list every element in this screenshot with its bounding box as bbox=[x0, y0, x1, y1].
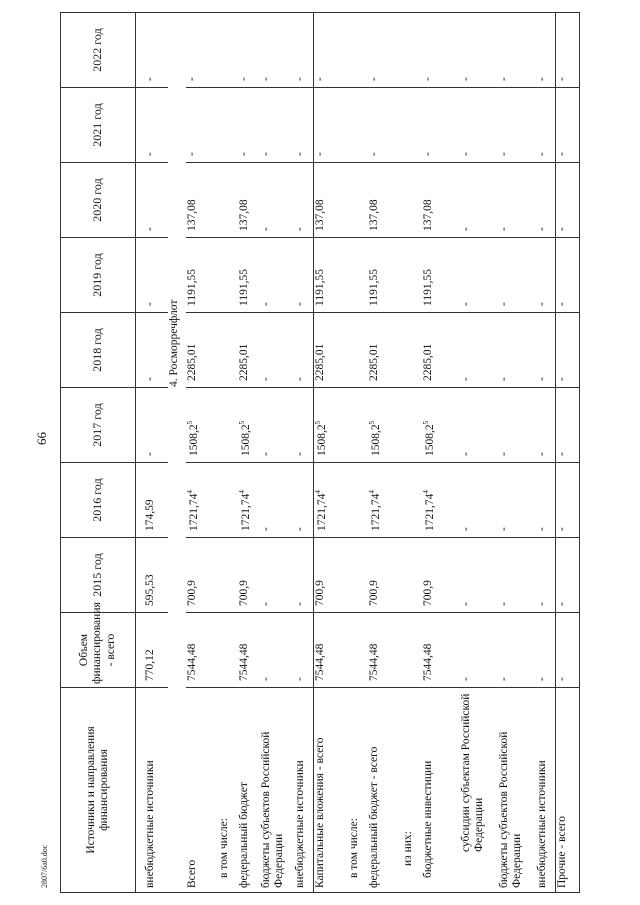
table-header-row bbox=[61, 13, 136, 893]
cell-2022: - bbox=[136, 13, 168, 88]
cell-2017: 1508,2$^5$ bbox=[314, 388, 348, 463]
cell-2018: 2285,01 bbox=[186, 313, 218, 388]
cell-2022: - bbox=[498, 13, 536, 88]
cell-2015: 700,9 bbox=[422, 538, 460, 613]
cell-2021: - bbox=[294, 88, 314, 163]
table-row bbox=[238, 13, 260, 893]
cell-2021: - bbox=[136, 88, 168, 163]
cell-2019: 1191,55 bbox=[186, 238, 218, 313]
cell-2022: - bbox=[460, 13, 498, 88]
cell-2017: - bbox=[294, 388, 314, 463]
cell-2016: - bbox=[536, 463, 556, 538]
table-row bbox=[260, 13, 294, 893]
cell-2021: - bbox=[536, 88, 556, 163]
cell-total: - bbox=[294, 613, 314, 688]
cell-2016: - bbox=[294, 463, 314, 538]
cell-2016: - bbox=[260, 463, 294, 538]
row-label: в том числе: bbox=[348, 688, 368, 893]
cell-2018: 2285,01 bbox=[314, 313, 348, 388]
cell-2020: 137,08 bbox=[238, 163, 260, 238]
cell-2017: 1508,2$^5$ bbox=[422, 388, 460, 463]
table-row bbox=[556, 13, 580, 893]
cell-2015: - bbox=[294, 538, 314, 613]
section-heading: 4. Росморречфлот bbox=[168, 13, 186, 893]
cell-2015: - bbox=[536, 538, 556, 613]
cell-2021: - bbox=[238, 88, 260, 163]
cell-total: - bbox=[460, 613, 498, 688]
row-label: бюджетные инвестиции bbox=[422, 688, 460, 893]
cell-2017: 1508,2$^5$ bbox=[186, 388, 218, 463]
cell-2015: 700,9 bbox=[314, 538, 348, 613]
cell-2020: - bbox=[536, 163, 556, 238]
cell-2020: 137,08 bbox=[314, 163, 348, 238]
row-label: Капитальные вложения - всего bbox=[314, 688, 348, 893]
row-label: федеральный бюджет bbox=[238, 688, 260, 893]
cell-2016: 1721,74$^4$ bbox=[422, 463, 460, 538]
cell-2019: - bbox=[294, 238, 314, 313]
cell-2017: 1508,2$^5$ bbox=[368, 388, 402, 463]
cell-2022: - bbox=[260, 13, 294, 88]
header-year-2016: 2016 год bbox=[61, 463, 136, 538]
document-footer: 2807/6a0.doc bbox=[40, 844, 49, 888]
row-label: внебюджетные источники bbox=[294, 688, 314, 893]
cell-2018: - bbox=[136, 313, 168, 388]
cell-2021: - bbox=[186, 88, 218, 163]
cell-2015: 700,9 bbox=[186, 538, 218, 613]
cell-total: - bbox=[498, 613, 536, 688]
page-number: 66 bbox=[34, 432, 49, 445]
cell-2021: - bbox=[422, 88, 460, 163]
row-label: внебюджетные источники bbox=[136, 688, 168, 893]
table-row bbox=[368, 13, 402, 893]
rotated-financing-table-sheet bbox=[60, 13, 568, 893]
cell-2021: - bbox=[314, 88, 348, 163]
table-row bbox=[402, 13, 422, 893]
cell-2021: - bbox=[498, 88, 536, 163]
row-label: из них: bbox=[402, 688, 422, 893]
table-row bbox=[348, 13, 368, 893]
cell-2018: - bbox=[260, 313, 294, 388]
table-row bbox=[294, 13, 314, 893]
header-year-2017: 2017 год bbox=[61, 388, 136, 463]
cell-2017: - bbox=[136, 388, 168, 463]
cell-2020: 137,08 bbox=[368, 163, 402, 238]
cell-2015: 700,9 bbox=[368, 538, 402, 613]
header-year-2020: 2020 год bbox=[61, 163, 136, 238]
cell-2019: - bbox=[136, 238, 168, 313]
cell-2021: - bbox=[368, 88, 402, 163]
cell-2019: 1191,55 bbox=[368, 238, 402, 313]
cell-2017: - bbox=[460, 388, 498, 463]
header-total: Объем финансирования - всего bbox=[61, 613, 136, 688]
cell-2022: - bbox=[536, 13, 556, 88]
cell-2016: - bbox=[556, 463, 580, 538]
cell-2020: - bbox=[556, 163, 580, 238]
cell-2019: 1191,55 bbox=[422, 238, 460, 313]
table-row bbox=[536, 13, 556, 893]
cell-total: - bbox=[536, 613, 556, 688]
table-row bbox=[218, 13, 238, 893]
cell-2017: - bbox=[536, 388, 556, 463]
cell-total: 770,12 bbox=[136, 613, 168, 688]
cell-2018: 2285,01 bbox=[238, 313, 260, 388]
cell-2022: - bbox=[238, 13, 260, 88]
cell-2019: 1191,55 bbox=[314, 238, 348, 313]
row-label: Прочие - всего bbox=[556, 688, 580, 893]
table-row bbox=[136, 13, 168, 893]
financing-table bbox=[60, 12, 580, 893]
table-row bbox=[422, 13, 460, 893]
header-year-2018: 2018 год bbox=[61, 313, 136, 388]
cell-2017: - bbox=[498, 388, 536, 463]
cell-2022: - bbox=[556, 13, 580, 88]
cell-total: - bbox=[556, 613, 580, 688]
cell-2021: - bbox=[260, 88, 294, 163]
cell-2016: 174,59 bbox=[136, 463, 168, 538]
cell-total: - bbox=[260, 613, 294, 688]
header-year-2015: 2015 год bbox=[61, 538, 136, 613]
cell-2018: 2285,01 bbox=[368, 313, 402, 388]
cell-2019: - bbox=[260, 238, 294, 313]
cell-2018: - bbox=[498, 313, 536, 388]
row-label: Всего bbox=[186, 688, 218, 893]
cell-2020: 137,08 bbox=[186, 163, 218, 238]
cell-2015: 700,9 bbox=[238, 538, 260, 613]
cell-2019: - bbox=[536, 238, 556, 313]
cell-2018: - bbox=[556, 313, 580, 388]
header-year-2021: 2021 год bbox=[61, 88, 136, 163]
cell-2019: 1191,55 bbox=[238, 238, 260, 313]
cell-2020: - bbox=[294, 163, 314, 238]
cell-2018: - bbox=[536, 313, 556, 388]
cell-2019: - bbox=[460, 238, 498, 313]
cell-2020: - bbox=[498, 163, 536, 238]
cell-total: 7544,48 bbox=[368, 613, 402, 688]
cell-2015: 595,53 bbox=[136, 538, 168, 613]
cell-2016: 1721,74$^4$ bbox=[314, 463, 348, 538]
cell-2022: - bbox=[314, 13, 348, 88]
row-label: бюджеты субъектов Российской Федерации bbox=[498, 688, 536, 893]
cell-2020: - bbox=[460, 163, 498, 238]
header-source: Источники и направления финансирования bbox=[61, 688, 136, 893]
cell-2022: - bbox=[294, 13, 314, 88]
cell-2017: - bbox=[556, 388, 580, 463]
table-row bbox=[314, 13, 348, 893]
cell-2016: - bbox=[460, 463, 498, 538]
table-row bbox=[498, 13, 536, 893]
cell-2020: - bbox=[260, 163, 294, 238]
cell-2019: - bbox=[498, 238, 536, 313]
cell-2021: - bbox=[556, 88, 580, 163]
cell-2022: - bbox=[186, 13, 218, 88]
table-row bbox=[460, 13, 498, 893]
row-label: субсидии субъектам Российской Федерации bbox=[460, 688, 498, 893]
cell-2015: - bbox=[460, 538, 498, 613]
row-label: внебюджетные источники bbox=[536, 688, 556, 893]
cell-2015: - bbox=[556, 538, 580, 613]
cell-2022: - bbox=[422, 13, 460, 88]
cell-2022: - bbox=[368, 13, 402, 88]
cell-total: 7544,48 bbox=[238, 613, 260, 688]
cell-total: 7544,48 bbox=[186, 613, 218, 688]
cell-2017: - bbox=[260, 388, 294, 463]
cell-2021: - bbox=[460, 88, 498, 163]
row-label: в том числе: bbox=[218, 688, 238, 893]
header-year-2019: 2019 год bbox=[61, 238, 136, 313]
cell-2015: - bbox=[498, 538, 536, 613]
cell-2018: 2285,01 bbox=[422, 313, 460, 388]
cell-2017: 1508,2$^5$ bbox=[238, 388, 260, 463]
table-row bbox=[186, 13, 218, 893]
cell-2020: 137,08 bbox=[422, 163, 460, 238]
row-label: федеральный бюджет - всего bbox=[368, 688, 402, 893]
cell-2018: - bbox=[460, 313, 498, 388]
cell-total: 7544,48 bbox=[422, 613, 460, 688]
cell-2018: - bbox=[294, 313, 314, 388]
cell-2016: - bbox=[498, 463, 536, 538]
cell-2019: - bbox=[556, 238, 580, 313]
row-label: бюджеты субъектов Российской Федерации bbox=[260, 688, 294, 893]
section-heading-row bbox=[168, 13, 186, 893]
cell-2016: 1721,74$^4$ bbox=[186, 463, 218, 538]
cell-2016: 1721,74$^4$ bbox=[368, 463, 402, 538]
header-year-2022: 2022 год bbox=[61, 13, 136, 88]
cell-2015: - bbox=[260, 538, 294, 613]
cell-total: 7544,48 bbox=[314, 613, 348, 688]
cell-2020: - bbox=[136, 163, 168, 238]
cell-2016: 1721,74$^4$ bbox=[238, 463, 260, 538]
